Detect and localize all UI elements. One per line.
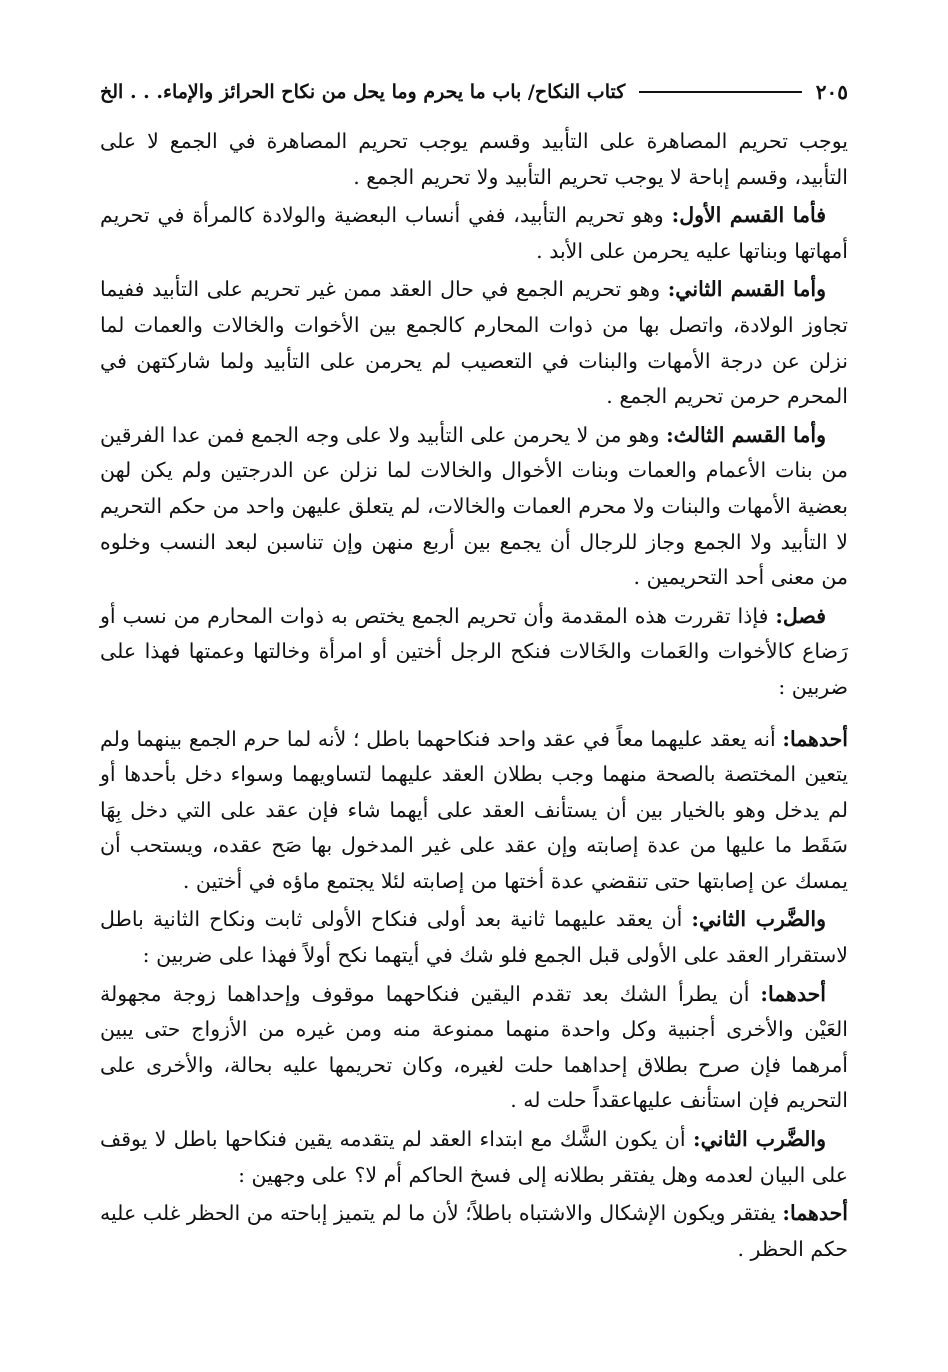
paragraph-lead: فأما القسم الأول:: [671, 203, 826, 228]
paragraph: [100, 902, 848, 973]
paragraph: [100, 722, 848, 900]
paragraph-lead: أحدهما:: [782, 1201, 848, 1226]
paragraph: [100, 124, 848, 195]
paragraph-lead: والضَّرب الثاني:: [691, 907, 826, 932]
paragraph-text: أن يعقد عليهما ثانية بعد أولى فنكاح الأولى ثابت ونكاح الثانية باطل لاستقرار العقد على الأولى قبل الجمع فلو شك في أيتهما نكح أولاً فهذا على ضربين :: [100, 907, 848, 968]
paragraph-lead: وأما القسم الثاني:: [667, 277, 827, 302]
paragraph: [100, 1122, 848, 1193]
paragraph: [100, 272, 848, 414]
chapter-title: كتاب النكاح/ باب ما يحرم وما يحل من نكاح الحرائز والإماء. . . الخ: [100, 81, 626, 103]
paragraph-text: يفتقر ويكون الإشكال والاشتباه باطلاً؛ لأن ما لم يتميز إباحته من الحظر غلب عليه حكم الحظر .: [100, 1201, 848, 1261]
paragraph: [100, 1196, 848, 1267]
paragraph: [100, 198, 848, 269]
paragraph-text: أنه يعقد عليهما معاً في عقد واحد فنكاحهما باطل ؛ لأنه لما حرم الجمع بينهما ولم يتعين المختصة بالصحة منهما وجب بطلان العقد عليهما لتساويهما وسواء دخل بأحدها أو لم يدخل وهو بالخيار بين أن يستأنف العقد على أيهما شاء فإن عقد على التي دخل بِهَا سَقَط ما عليها من عدة إصابته وإن عقد على غير المدخول بها صَح عقده، ويستحب أن يمسك عن إصابتها حتى تنقضي عدة أختها من إصابته لئلا يجتمع ماؤه في أختين .: [100, 726, 848, 893]
running-header: [100, 70, 848, 114]
paragraph-text: فإذا تقررت هذه المقدمة وأن تحريم الجمع يختص به ذوات المحارم من نسب أو رَضاع كالأخوات والعَمات والخَالات فنكح الرجل أختين أو امرأة وخالتها وعمتها فهذا على ضربين :: [100, 603, 848, 699]
paragraph-text: يوجب تحريم المصاهرة على التأبيد وقسم يوجب تحريم المصاهرة في الجمع لا على التأبيد، وقسم إباحة لا يوجب تحريم التأبيد ولا تحريم الجمع .: [100, 129, 848, 189]
page-body: [100, 124, 848, 1267]
paragraph-text: وهو من لا يحرمن على التأبيد ولا على وجه الجمع فمن عدا الفرقين من بنات الأعمام والعمات وبنات الأخوال والخالات لما نزلن عن الدرجتين ولم يكن لهن بعضية الأمهات والبنات ولا محرم العمات والخالات، لم يتعلق عليهن واحد من حكم التحريم لا التأبيد ولا الجمع وجاز للرجال أن يجمع بين أربع منهن وإن تناسبن لبعد النسب وخلوه من معنى أحد التحريمين .: [100, 422, 848, 590]
paragraph-lead: أحدهما:: [782, 726, 848, 751]
paragraph-lead: أحدهما:: [760, 981, 826, 1006]
paragraph: [100, 418, 848, 596]
paragraph-lead: والضَّرب الثاني:: [693, 1127, 826, 1152]
paragraph-text: أن يطرأ الشك بعد تقدم اليقين فنكاحهما موقوف وإحداهما زوجة مجهولة العَيْن والأخرى أجنبية وكل واحدة منهما ممنوعة منه ومن غيره من الأزواج حتى يبين أمرهما فإن صرح بطلاق إحداهما حلت لغيره، وكان تحريمها عليه بحالة، والأخرى على التحريم فإن استأنف عليهاعقداً حلت له .: [100, 981, 848, 1113]
paragraph-text: أن يكون الشَّك مع ابتداء العقد لم يتقدمه يقين فنكاحها باطل لا يوقف على البيان لعدمه وهل يفتقر بطلانه إلى فسخ الحاكم أم لا؟ على وجهين :: [100, 1127, 848, 1187]
paragraph: [100, 977, 848, 1119]
paragraph-lead: وأما القسم الثالث:: [666, 422, 826, 447]
paragraph-text: وهو تحريم التأبيد، ففي أنساب البعضية والولادة كالمرأة في تحريم أمهاتها وبناتها عليه يحرمن على الأبد .: [100, 203, 848, 263]
header-rule: [639, 91, 802, 93]
paragraph-text: وهو تحريم الجمع في حال العقد ممن غير تحريم على التأبيد ففيما تجاوز الولادة، واتصل بها من ذوات المحارم كالجمع بين الأخوات والخالات والعمات لما نزلن عن درجة الأمهات والبنات في التعصيب لم يحرمن على التأبيد ولما شاركتهن في المحرم حرمن تحريم الجمع .: [100, 277, 848, 409]
paragraph-lead: فصل:: [775, 603, 826, 628]
page-number: ٢٠٥: [815, 80, 848, 104]
paragraph: [100, 599, 848, 706]
